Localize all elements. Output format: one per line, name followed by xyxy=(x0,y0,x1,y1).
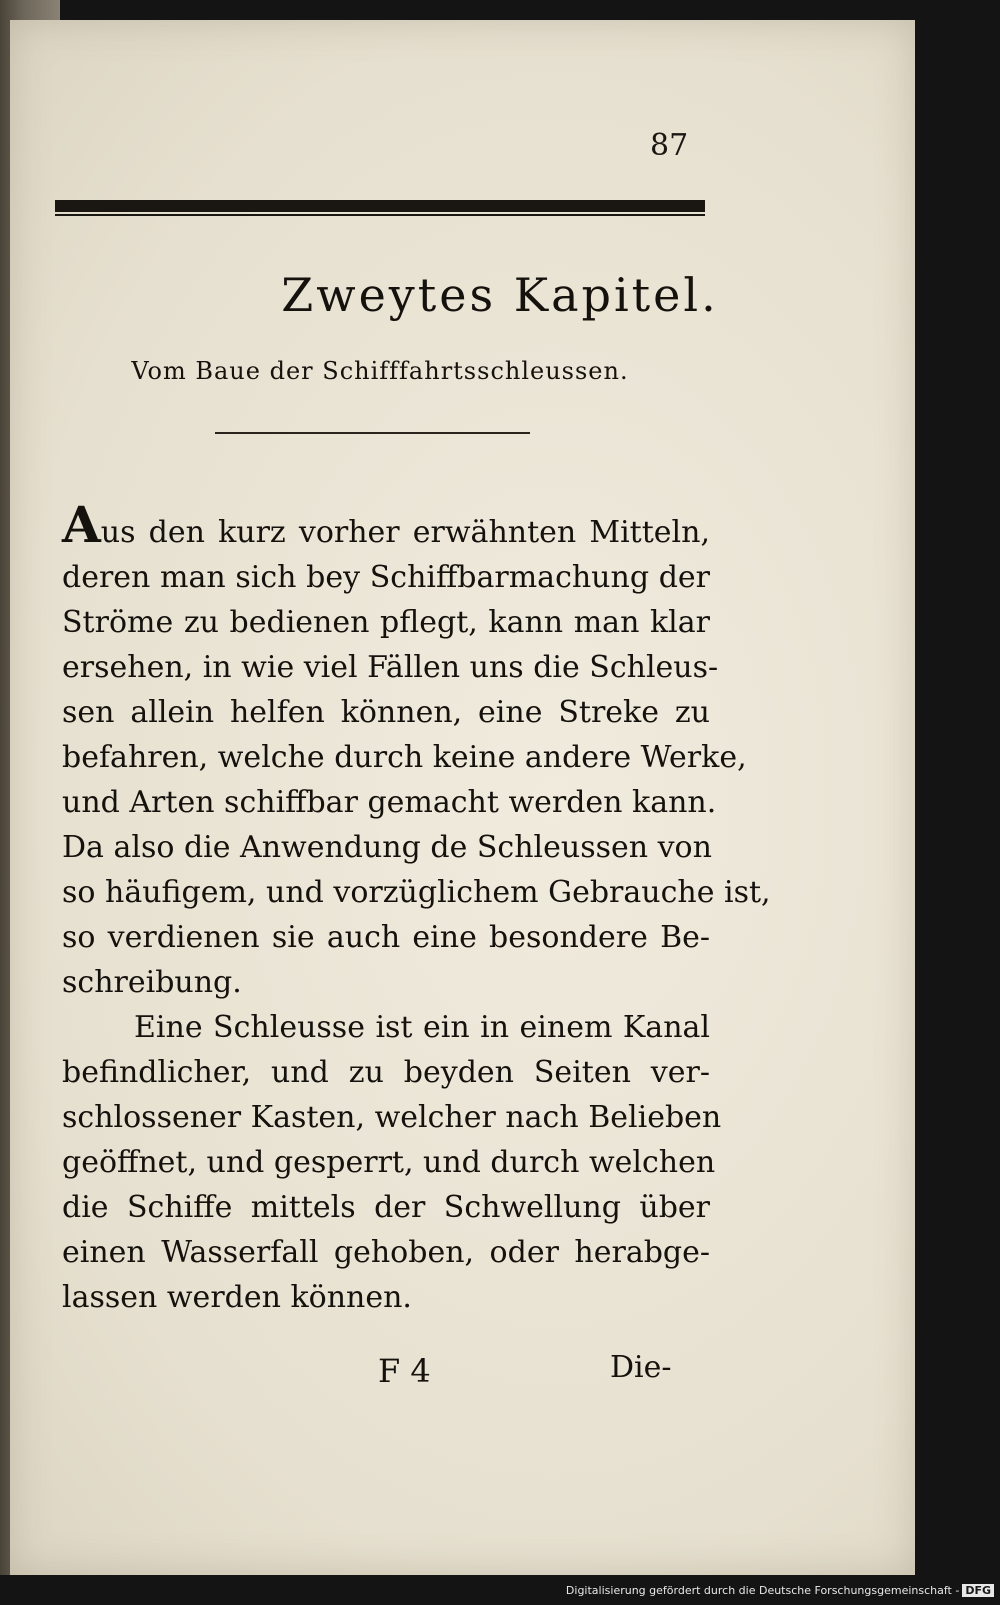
text-line: schlossener Kasten, welcher nach Belieben xyxy=(62,1100,722,1135)
text-line: sen allein helfen können, eine Streke zu xyxy=(62,695,710,730)
text-line: befindlicher, und zu beyden Seiten ver- xyxy=(62,1055,710,1090)
dfg-logo: DFG xyxy=(962,1584,994,1597)
digitization-credit xyxy=(566,1584,994,1597)
text-line: Eine Schleusse ist ein in einem Kanal xyxy=(134,1010,710,1045)
credit-text: Digitalisierung gefördert durch die Deutsche Forschungsgemeinschaft - xyxy=(565,1584,960,1597)
text-line: Aus den kurz vorher erwähnten Mitteln, xyxy=(62,495,710,554)
section-divider xyxy=(215,432,530,434)
text-line: schreibung. xyxy=(62,965,242,1000)
text-line: deren man sich bey Schiffbarmachung der xyxy=(62,560,710,595)
text-line: so verdienen sie auch eine besondere Be- xyxy=(62,920,710,955)
signature-mark: F 4 xyxy=(378,1352,431,1390)
text-line: so häufigem, und vorzüglichem Gebrauche ist, xyxy=(62,875,771,910)
text-line: Ströme zu bedienen pflegt, kann man klar xyxy=(62,605,710,640)
text-line: Da also die Anwendung de Schleussen von xyxy=(62,830,712,865)
text-line: lassen werden können. xyxy=(62,1280,412,1315)
text-line: ersehen, in wie viel Fällen uns die Schleus- xyxy=(62,650,719,685)
text-line: einen Wasserfall gehoben, oder herabge- xyxy=(62,1235,710,1270)
dropcap: A xyxy=(62,495,101,554)
text-line: befahren, welche durch keine andere Werke, xyxy=(62,740,747,775)
chapter-subtitle: Vom Baue der Schifffahrtsschleussen. xyxy=(131,357,629,385)
text-line: die Schiffe mittels der Schwellung über xyxy=(62,1190,710,1225)
catchword: Die- xyxy=(610,1350,672,1385)
text-line: geöffnet, und gesperrt, und durch welchen xyxy=(62,1145,716,1180)
text-line: und Arten schiffbar gemacht werden kann. xyxy=(62,785,717,820)
page-number: 87 xyxy=(650,128,689,163)
body-text xyxy=(62,495,771,1320)
chapter-title: Zweytes Kapitel. xyxy=(281,268,719,322)
header-rule xyxy=(55,200,705,212)
